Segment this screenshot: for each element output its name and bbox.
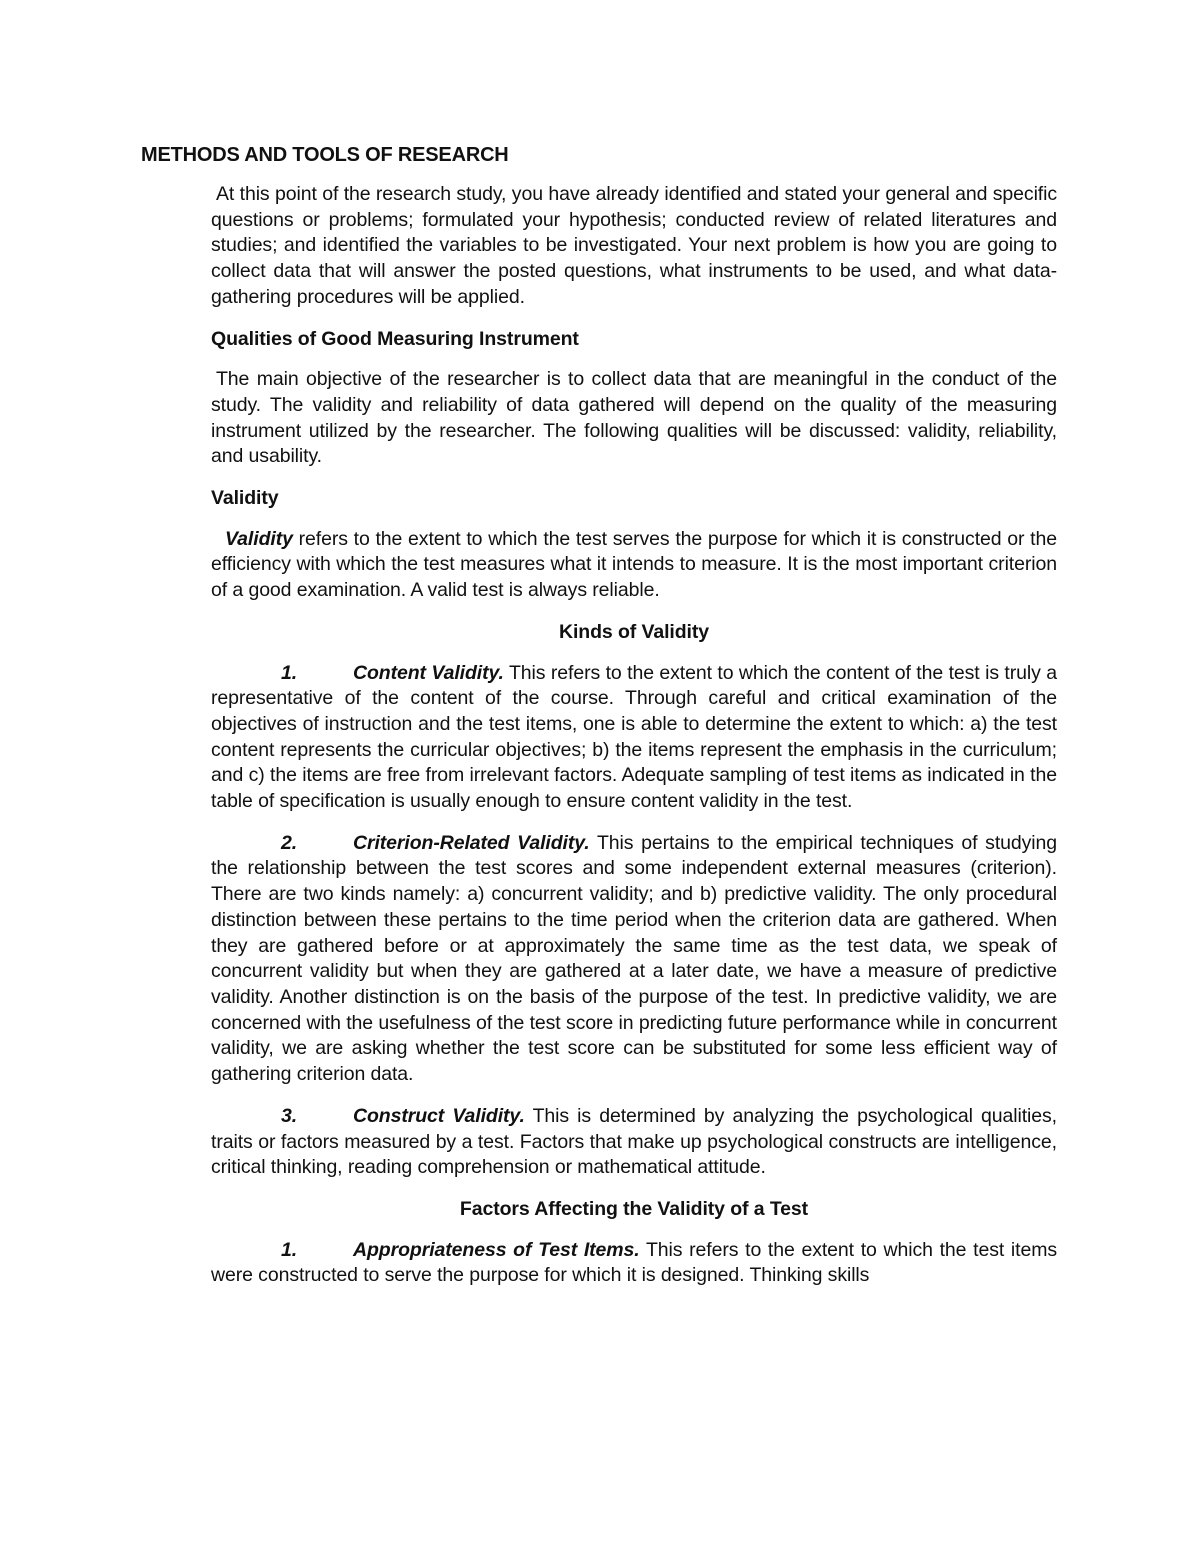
item-number: 3.: [281, 1104, 298, 1127]
item-text: This refers to the extent to which the content of the test is truly a representative of the content of the course. Through careful and critical examination of the objectives of instruction and the test items, one is able to determine the extent to which: a) the test content represents the curricular objectives; b) the items represent the emphasis in the curriculum; and c) the items are free from irrelevant factors. Adequate sampling of test items as indicated in the table of specification is usually enough to ensure content validity in the test.: [211, 661, 1057, 813]
intro-paragraph: At this point of the research study, you have already identified and stated your general and specific questions or problems; formulated your hypothesis; conducted review of related literatures and studies; and identified the variables to be investigated. Your next problem is how you are going to collect data that will answer the posted questions, what instruments to be used, and what data-gathering procedures will be applied.: [211, 183, 1057, 308]
item-term: Appropriateness of Test Items.: [353, 1238, 640, 1261]
validity-text: refers to the extent to which the test serves the purpose for which it is constructed or the efficiency with which the test measures what it intends to measure. It is the most important criterion of a good examination. A valid test is always reliable.: [211, 527, 1057, 602]
document-title: METHODS AND TOOLS OF RESEARCH: [141, 144, 509, 166]
item-text: This is determined by analyzing the psychological qualities, traits or factors measured by a test. Factors that make up psychological constructs are intelligence, critical thinking, reading comprehension or mathematical attitude.: [211, 1104, 1057, 1179]
factors-heading: Factors Affecting the Validity of a Test: [459, 1197, 809, 1220]
kinds-heading: Kinds of Validity: [559, 620, 709, 643]
qualities-paragraph: The main objective of the researcher is to collect data that are meaningful in the conduct of the study. The validity and reliability of data gathered will depend on the quality of the measuring instrument utilized by the researcher. The following qualities will be discussed: validity, reliability, and usability.: [211, 368, 1057, 468]
kinds-item-construct: [211, 1104, 1057, 1181]
item-number: 1.: [281, 1238, 298, 1261]
validity-term: Validity: [225, 527, 293, 550]
kinds-item-content: [211, 661, 1057, 815]
item-text: This pertains to the empirical techniques of studying the relationship between the test scores and some independent external measures (criterion). There are two kinds namely: a) concurrent validity; and b) predictive validity. The only procedural distinction between these pertains to the time period when the criterion data are gathered. When they are gathered before or at approximately the same time as the test data, we speak of concurrent validity but when they are gathered at a later date, we have a measure of predictive validity. Another distinction is on the basis of the purpose of the test. In predictive validity, we are concerned with the usefulness of the test score in predicting future performance while in concurrent validity, we are asking whether the test score can be substituted for some less efficient way of gathering criterion data.: [211, 831, 1057, 1086]
document-body: [211, 182, 1057, 1305]
item-term: Criterion-Related Validity.: [353, 831, 590, 854]
validity-paragraph: [211, 527, 1057, 604]
item-number: 1.: [281, 661, 298, 684]
factors-item-appropriateness: [211, 1238, 1057, 1289]
validity-heading: Validity: [211, 487, 279, 510]
item-text: This refers to the extent to which the test items were constructed to serve the purpose for which it is designed. Thinking skills: [211, 1238, 1057, 1287]
kinds-item-criterion: [211, 831, 1057, 1088]
qualities-heading: Qualities of Good Measuring Instrument: [211, 327, 579, 350]
item-term: Construct Validity.: [353, 1104, 525, 1127]
item-number: 2.: [281, 831, 298, 854]
item-term: Content Validity.: [353, 661, 504, 684]
